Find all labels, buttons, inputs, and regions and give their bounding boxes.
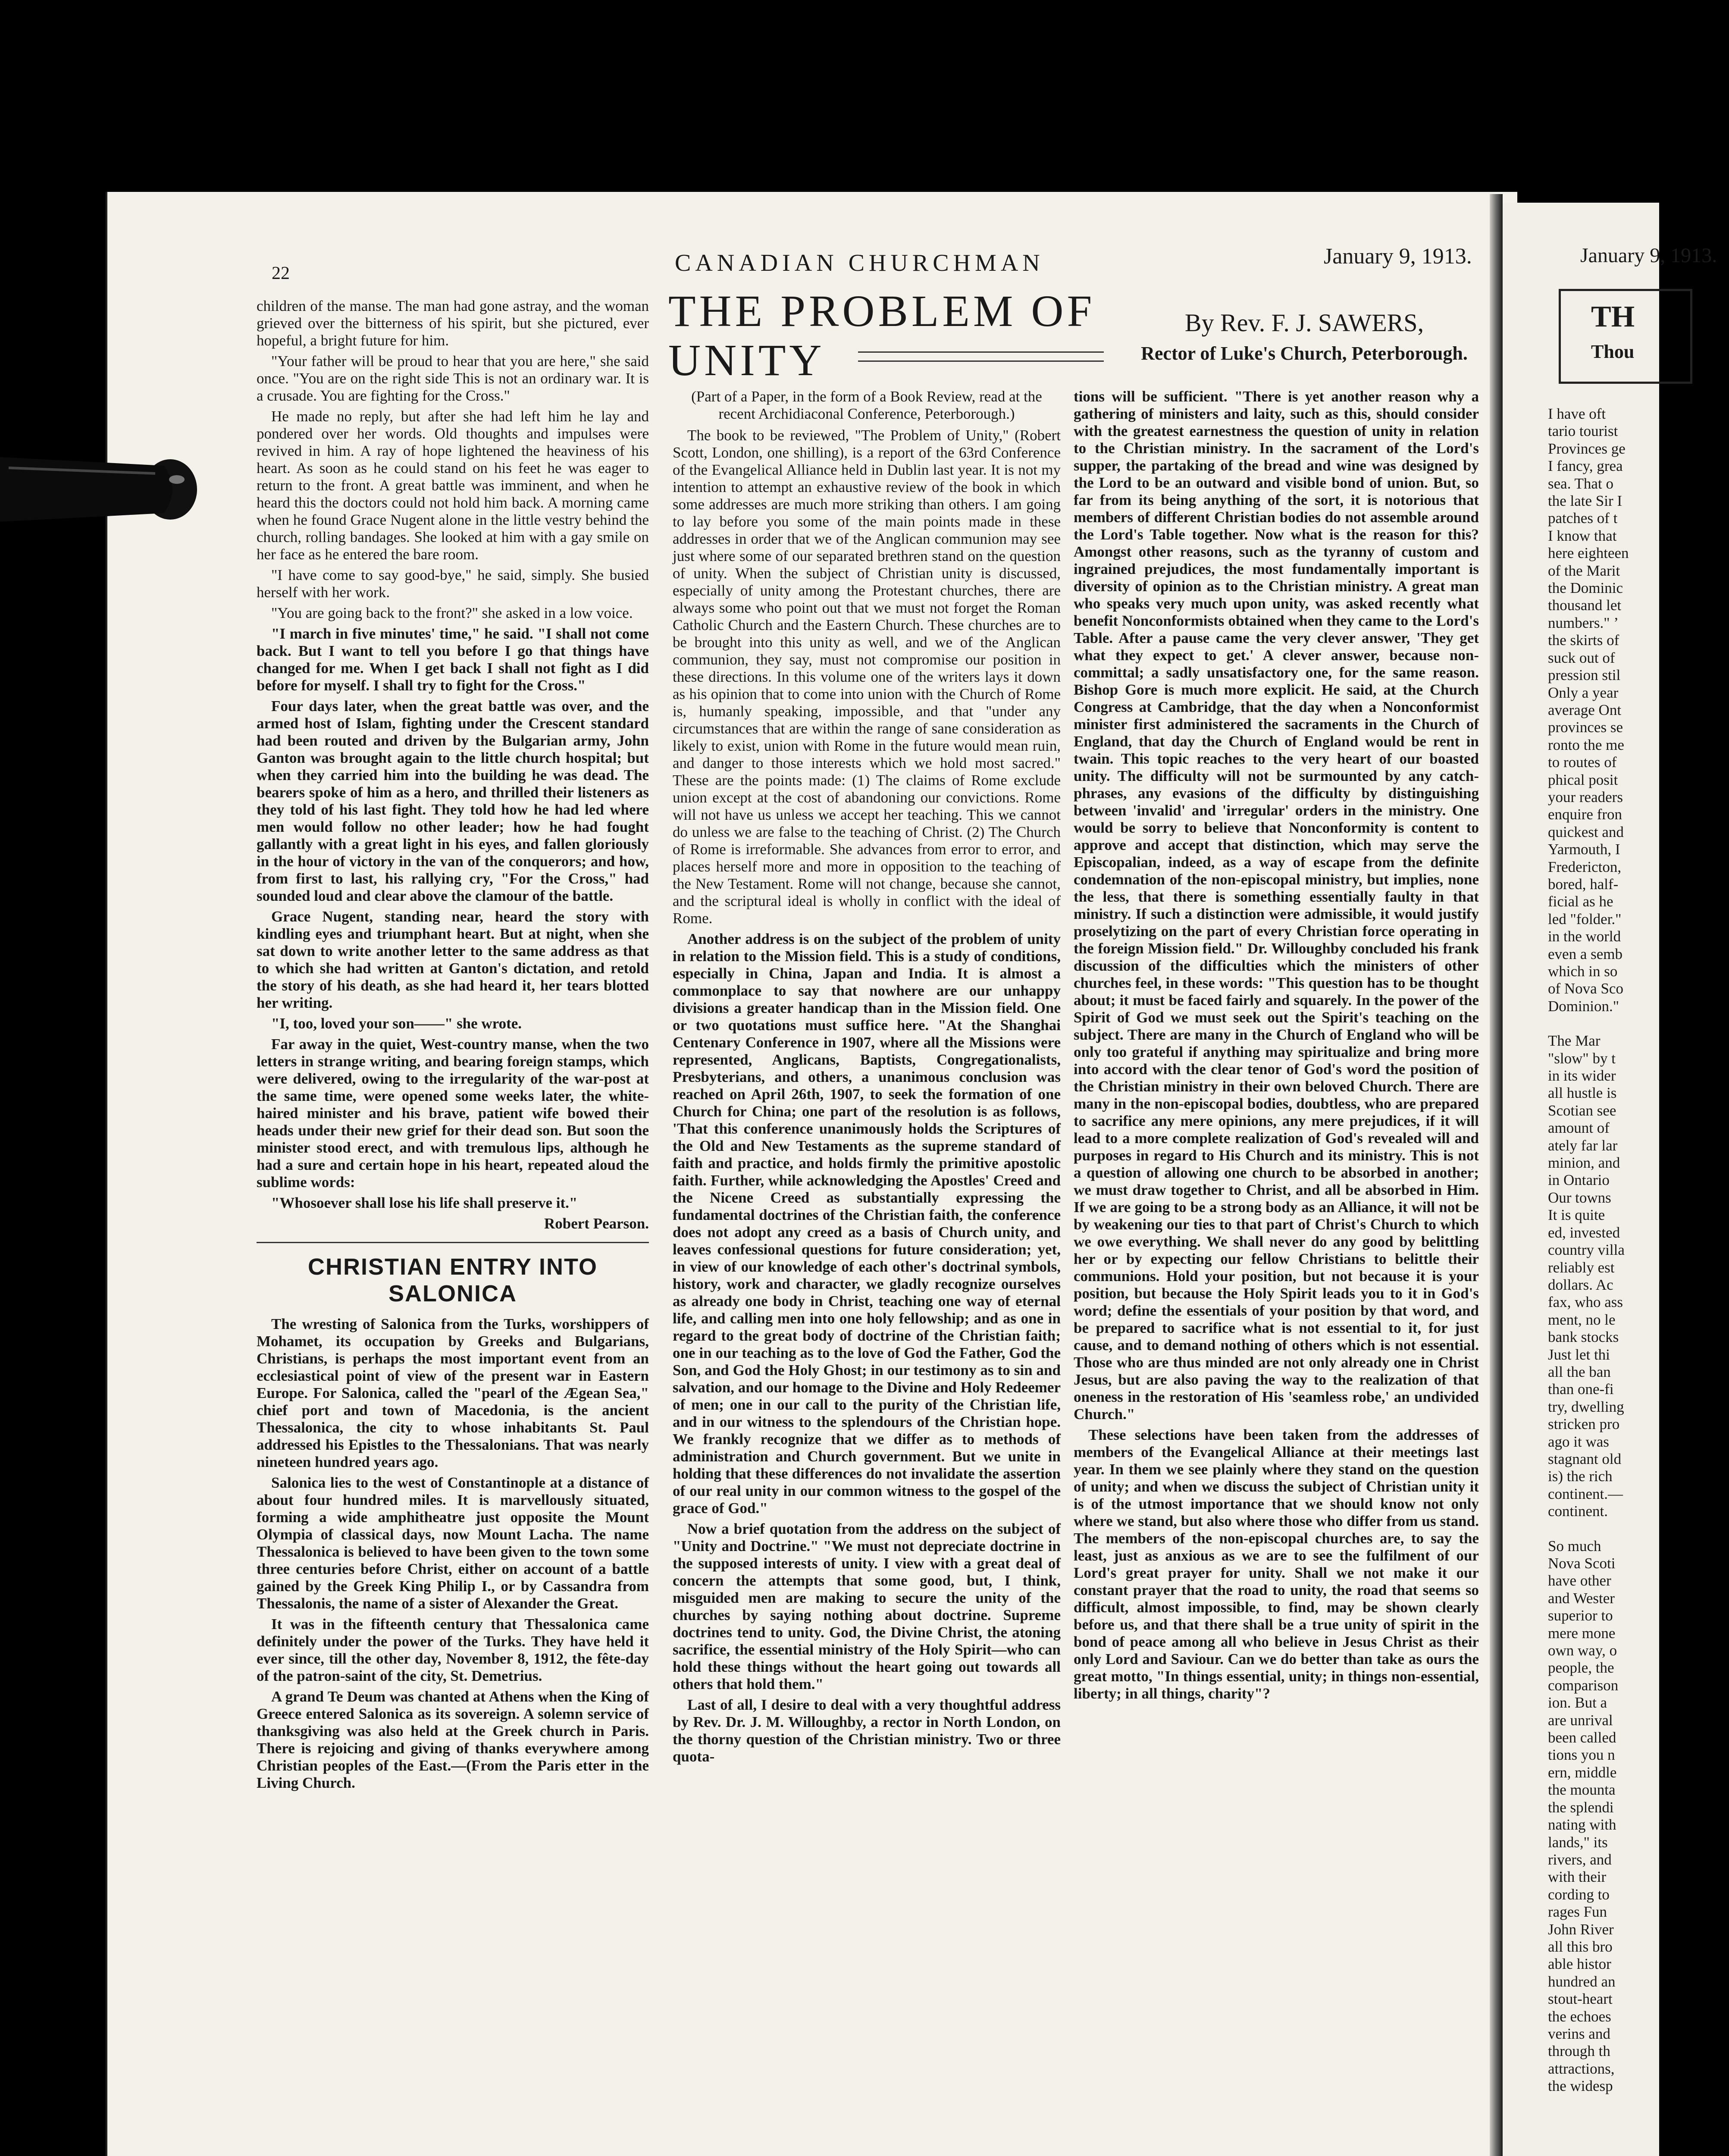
next-page-line: pression stil (1548, 667, 1621, 684)
next-page-line: bored, half- (1548, 875, 1619, 893)
next-page-line: ago it was (1548, 1433, 1609, 1450)
page-number: 22 (272, 263, 290, 283)
next-page-line: So much (1548, 1537, 1601, 1554)
section-divider (257, 1242, 649, 1243)
next-page-line: quickest and (1548, 823, 1624, 840)
next-page-line: Fredericton, (1548, 858, 1622, 875)
next-page-date: January 9, 1913. (1580, 244, 1717, 267)
article-paragraph: tions will be sufficient. "There is yet another reason why a gathering of ministers and laity, such as this, should consider with the greatest earnestness the question of unity in relation to the Christian ministry. In the sacrament of the Lord's supper, the partaking of the bread and wine was designed by the Lord to be an outward and visible bond of union. But, so far from its being anything of the sort, it is notorious that members of different Christian bodies do not assemble around the Lord's Table together. Now what is the reason for this? Amongst other reasons, such as the tyranny of custom and ingrained prejudices, the most fundamentally important is diversity of opinion as to the Christian ministry. A great man who speaks very much upon unity, was asked recently what benefit Nonconformists obtained when they came to the Lord's Table. After a pause came the very clever answer, 'They get what they expect to get.' A clever answer, because non-committal; a sadly unsatisfactory one, for the same reason. Bishop Gore is much more explicit. He said, at the Church Congress at Cambridge, that the day when a Nonconformist minister first administered the sacraments in the Church of England, that day the Church of England would be rent in twain. This topic reaches to the very heart of our boasted unity. The difficulty will not be surmounted by any catch-phrases, any evasions of the difficulty by distinguishing between 'invalid' and 'irregular' orders in the ministry. One would be sorry to believe that Nonconformity is content to approve and accept that distinction, which may serve the Episcopalian, indeed, as a way of escape from the definite condemnation of the non-episcopal ministry, but implies, none the less, that there is something essentially faulty in that ministry. If such a distinction were admissible, it would justify proselytizing on the part of every Christian force operating in the foreign Mission field." Dr. Willoughby concluded his frank discussion of the difficulties which the ministers of other churches feel, in these words: "This question has to be thought about; it must be faced fairly and squarely. In the power of the Spirit of God we must seek out the Spirit's teaching on the subject. There are many in the Church of England who will be only too grateful if anything may spiritualize and bring more into accord with the clear tenor of God's word the position of the Christian ministry in their own beloved Church. There are many in the non-episcopal bodies, doubtless, who are prepared to sacrifice any mere opinions, any mere prejudices, if it will lead to a more complete realization of God's revealed will and purposes in regard to His Church and its ministry. This is not a question of allowing one church to be absorbed in another; we must draw together to Christ, and all be absorbed in Him. If we are going to be a strong body as an Alliance, it will not be by weakening our ties to that part of Christ's Church to which we owe everything. We shall never do any good by belittling her or by expecting our fellow Christians to belittle their communions. Hold your position, but not because it is your position, but because the Holy Spirit leads you to it in God's word; define the essentials of your position by that word, and be prepared to sacrifice what is not essential to it, for just cause, and to demand nothing of others which is not essential. Those who are thus minded are not only already one in Christ Jesus, but are also paving the way to the realization of that oneness in the restoration of His 'seamless robe,' an undivided Church." (1074, 388, 1479, 1423)
next-page-line: tions you n (1548, 1746, 1615, 1764)
salonica-paragraph: The wresting of Salonica from the Turks, worshippers of Mohamet, its occupation by Greeks and Bulgarians, Christians, is perhaps the most important event from an ecclesiastical point of view of the present war in Eastern Europe. For Salonica, called the "pearl of the Ægean Sea," chief port and town of Macedonia, is the ancient Thessalonica, the city to whose inhabitants St. Paul addressed his Epistles to the Thessalonians. That was nearly nineteen hundred years ago. (257, 1316, 649, 1470)
story-paragraph: "I, too, loved your son——" she wrote. (271, 1015, 522, 1032)
next-page-line: fax, who ass (1548, 1294, 1623, 1311)
next-page-line: rages Fun (1548, 1903, 1607, 1921)
next-page-line: all hustle is (1548, 1084, 1617, 1102)
article-intro-note: (Part of a Paper, in the form of a Book Review, read at the recent Archidiaconal Conference, Peterborough.) (691, 388, 1042, 422)
next-page-line: ion. But a (1548, 1694, 1607, 1711)
next-page-line: Nova Scoti (1548, 1555, 1616, 1572)
next-page-line: enquire fron (1548, 806, 1623, 823)
next-page-line: the widesp (1548, 2078, 1613, 2095)
next-page-line: of Nova Sco (1548, 980, 1623, 997)
next-page-line: attractions, (1548, 2060, 1615, 2077)
byline-role: Rector of Luke's Church, Peterborough. (1141, 343, 1468, 364)
next-page-line: dollars. Ac (1548, 1276, 1613, 1293)
article-paragraph: These selections have been taken from the addresses of members of the Evangelical Alliance at their meetings last year. In them we see plainly where they stand on the question of unity; and when we discuss the subject of Christian unity it is of the utmost importance that we should know not only where we stand, but also where those who differ from us stand. The members of the non-episcopal churches are, to say the least, just as anxious as we are to see the fulfilment of our Lord's great prayer for unity. Shall we not make it our constant prayer that the road to unity, the road that seems so difficult, almost impossible, to find, may be shown clearly before us, and that there shall be a true unity of spirit in the bond of peace among all who believe in Jesus Christ as their only Lord and Saviour. Can we do better than take as ours the great motto, "In things essential, unity; in things non-essential, liberty; in all things, charity"? (1074, 1426, 1479, 1702)
next-page-line: have other (1548, 1572, 1611, 1589)
story-signature: Robert Pearson. (544, 1215, 649, 1232)
next-page-line: of the Marit (1548, 562, 1620, 579)
issue-date: January 9, 1913. (1324, 244, 1472, 269)
next-page-line: all the ban (1548, 1363, 1611, 1380)
paragraph-gap (1548, 1520, 1729, 1538)
article-title (668, 287, 1112, 385)
salonica-heading (257, 1253, 649, 1307)
next-page-line: the echoes (1548, 2008, 1611, 2025)
next-page-line: even a semb (1548, 945, 1623, 962)
next-page-line: ed, invested (1548, 1224, 1620, 1241)
next-page-line: the late Sir I (1548, 492, 1623, 510)
next-page-line: through th (1548, 2043, 1610, 2060)
pen-object (0, 448, 198, 530)
article-title-line2: UNITY (668, 335, 825, 385)
next-page-line: which in so (1548, 963, 1618, 980)
next-page-line: lands," its (1548, 1833, 1608, 1851)
next-page-title-box (1559, 289, 1692, 384)
next-page-line: rivers, and (1548, 1851, 1612, 1868)
next-page-line: own way, o (1548, 1642, 1617, 1659)
next-page-line: here eighteen (1548, 545, 1629, 562)
next-page-line: bank stocks (1548, 1329, 1619, 1346)
next-page-line: phical posit (1548, 771, 1618, 788)
story-paragraph: Grace Nugent, standing near, heard the story with kindling eyes and triumphant heart. But at night, when she sat down to write another letter to the same address as that to which she had written at Ganton's dictation, and retold the story of his death, as she had heard it, her tears blotted her writing. (257, 908, 649, 1011)
next-page-line: verins and (1548, 2025, 1610, 2042)
next-page-line: average Ont (1548, 701, 1622, 718)
next-page-line: is) the rich (1548, 1468, 1613, 1485)
next-page-line: continent.— (1548, 1485, 1623, 1502)
next-page-line: ficial as he (1548, 893, 1613, 910)
next-page-line: ronto the me (1548, 736, 1624, 753)
next-page-line: John River (1548, 1921, 1614, 1938)
next-page-line: are unrival (1548, 1711, 1613, 1729)
next-page-line: patches of t (1548, 510, 1618, 527)
next-page-line: Dominion." (1548, 997, 1619, 1015)
next-page-title: TH (1591, 300, 1635, 333)
next-page-line: and Wester (1548, 1589, 1615, 1607)
next-page-line: mere mone (1548, 1624, 1616, 1642)
next-page-line: hundred an (1548, 1973, 1616, 1990)
story-paragraph: "I have come to say good-bye," he said, simply. She busied herself with her work. (257, 567, 649, 601)
next-page-line: Scotian see (1548, 1102, 1616, 1119)
paragraph-gap (1548, 1015, 1729, 1032)
next-page-line: superior to (1548, 1607, 1613, 1624)
next-page-line: led "folder." (1548, 910, 1622, 928)
next-page-line: your readers (1548, 788, 1623, 805)
next-page-line: in its wider (1548, 1067, 1616, 1084)
next-page-line: minion, and (1548, 1154, 1620, 1172)
byline (1121, 308, 1488, 364)
title-rule (858, 351, 1104, 362)
next-page-line: Provinces ge (1548, 440, 1626, 457)
next-page-line: suck out of (1548, 649, 1615, 666)
story-paragraph: "You are going back to the front?" she asked in a low voice. (271, 605, 633, 621)
next-page-line: nating with (1548, 1816, 1616, 1833)
next-page-line: ern, middle (1548, 1764, 1617, 1781)
salonica-heading-line1: CHRISTIAN ENTRY INTO (307, 1254, 598, 1280)
article-paragraph: Now a brief quotation from the address on the subject of "Unity and Doctrine." "We must not depreciate doctrine in the supposed interests of unity. I view with a great deal of concern the attempts that some good, but, I think, misguided men are making to secure the unity of the churches by saying nothing about doctrine. Supreme doctrines tend to unity. God, the Divine Christ, the atoning sacrifice, the essential ministry of the Holy Spirit—who can hold these things without the heart going out towards all others that hold them." (673, 1520, 1061, 1692)
next-page-line: than one-fi (1548, 1381, 1614, 1398)
story-paragraph: "I march in five minutes' time," he said. "I shall not come back. But I want to tell you before I go that things have changed for me. When I get back I shall not fight as I did before for myself. I shall try to fight for the Cross." (257, 625, 649, 694)
next-page-line: to routes of (1548, 754, 1617, 771)
next-page-line: tario tourist (1548, 423, 1618, 440)
next-page-line: ately far lar (1548, 1137, 1618, 1154)
next-page-line: cording to (1548, 1886, 1610, 1903)
next-page-line: It is quite (1548, 1206, 1605, 1224)
next-page-line: provinces se (1548, 719, 1623, 736)
story-paragraph: He made no reply, but after she had left him he lay and pondered over her words. Old thoughts and impulses were revived in him. A ray of hope lightened the heaviness of his heart. As soon as he could stand on his feet he was eager to return to the front. A great battle was imminent, and when he heard this the doctors could not hold him back. A morning came when he found Grace Nugent alone in the little vestry behind the church, rolling bandages. She looked at him with a gay smile on her face as he entered the bare room. (257, 408, 649, 563)
next-page-line: continent. (1548, 1503, 1608, 1520)
next-page-line: Our towns (1548, 1189, 1611, 1206)
article-title-line1: THE PROBLEM OF (668, 286, 1096, 336)
next-page-line: "slow" by t (1548, 1050, 1616, 1067)
article-paragraph: Another address is on the subject of the problem of unity in relation to the Mission field. This is a study of conditions, especially in China, Japan and India. It is almost a commonplace to say that nowhere are our unhappy divisions a greater handicap than in the Mission field. One or two quotations must suffice here. "At the Shanghai Centenary Conference in 1907, where all the Missions were represented, Anglicans, Baptists, Congregationalists, Presbyterians, and others, a unanimous conclusion was reached on April 26th, 1907, to seek the formation of one Church for China; one part of the resolution is as follows, 'That this conference unanimously holds the Scriptures of the Old and New Testaments as the supreme standard of faith and practice, and holds firmly the primitive apostolic faith. Further, while acknowledging the Apostles' Creed and the Nicene Creed as substantially expressing the fundamental doctrines of the Christian faith, the conference does not adopt any creed as a basis of Church unity, and leaves confessional questions for future consideration; yet, in view of our knowledge of each other's doctrinal symbols, history, work and character, we gladly recognize ourselves as already one body in Christ, teaching one way of eternal life, and calling men into one holy fellowship; and as one in regard to the great body of doctrine of the Christian faith; one in our teaching as to the love of God the Father, God the Son, and God the Holy Ghost; in our testimony as to sin and salvation, and our homage to the Divine and Holy Redeemer of men; one in our call to the purity of the Christian life, and in our witness to the splendours of the Christian hope. We frankly recognize that we differ as to methods of administration and Church government. But we unite in holding that these differences do not invalidate the assertion of our real unity in our common witness to the gospel of the grace of God." (673, 931, 1061, 1517)
masthead: CANADIAN CHURCHMAN (675, 250, 1044, 276)
next-page-line: been called (1548, 1729, 1616, 1746)
page-fold-shadow (1490, 194, 1503, 2156)
next-page-line: I fancy, grea (1548, 458, 1623, 475)
next-page-text (1548, 405, 1729, 2095)
next-page-line: in Ontario (1548, 1172, 1610, 1189)
next-page-line: the skirts of (1548, 632, 1619, 649)
next-page-line: comparison (1548, 1677, 1619, 1694)
next-page-line: Only a year (1548, 684, 1619, 701)
next-page-line: in the world (1548, 928, 1621, 945)
story-paragraph: "Whosoever shall lose his life shall preserve it." (271, 1194, 578, 1211)
next-page-line: reliably est (1548, 1259, 1615, 1276)
story-paragraph: Four days later, when the great battle was over, and the armed host of Islam, fighting under the Crescent standard had been routed and driven by the Bulgarian army, John Ganton was brought again to the little church hospital; but when they carried him into the building he was dead. The bearers spoke of him as a hero, and thrilled their listeners as they told of his last fight. They told how he had led where men would follow no other leader; how he had fought gallantly with a great light in his eyes, and fallen gloriously in the hour of victory in the van of the conquerors; and how, from first to last, his rallying cry, "For the Cross," had sounded loud and clear above the clamour of the battle. (257, 698, 649, 904)
next-page-line: try, dwelling (1548, 1398, 1624, 1415)
next-page-line: amount of (1548, 1119, 1610, 1137)
next-page-line: stout-heart (1548, 1990, 1613, 2008)
next-page-line: the mounta (1548, 1781, 1616, 1799)
byline-author: By Rev. F. J. SAWERS, (1184, 309, 1424, 337)
next-page-line: I have oft (1548, 405, 1606, 422)
next-page-line: numbers." ’ (1548, 614, 1619, 631)
next-page-partial (1503, 203, 1717, 2156)
column-left (257, 298, 649, 2156)
next-page-line: the Dominic (1548, 580, 1623, 597)
story-paragraph: "Your father will be proud to hear that you are here," she said once. "You are on the right side This is not an ordinary war. It is a crusade. You are fighting for the Cross." (257, 353, 649, 404)
column-middle (673, 388, 1061, 2156)
article-paragraph: Last of all, I desire to deal with a very thoughtful address by Rev. Dr. J. M. Willoughby, a rector in North London, on the thorny question of the Christian ministry. Two or three quota- (673, 1696, 1061, 1765)
salonica-heading-line2: SALONICA (388, 1281, 517, 1307)
salonica-paragraph: It was in the fifteenth century that Thessalonica came definitely under the power of the Turks. They have held it ever since, till the other day, November 8, 1912, the fête-day of the patron-saint of the city, St. Demetrius. (257, 1616, 649, 1684)
next-page-line: the splendi (1548, 1799, 1614, 1816)
article-paragraph: The book to be reviewed, "The Problem of Unity," (Robert Scott, London, one shilling), is a report of the 63rd Conference of the Evangelical Alliance held in Dublin last year. It is not my intention to attempt an exhaustive review of the book in which some addresses are much more striking than others. I am going to lay before you some of the main points made in these addresses in order that we of the Anglican communion may see just where some of our separated brethren stand on the question of unity. When the subject of Christian unity is discussed, especially of unity among the Protestant churches, there are always some who point out that we must not forget the Roman Catholic Church and the Eastern Church. These churches are to be brought into this unity as well, and we of the Anglican communion, they say, must not compromise our position in these directions. In this volume one of the writers lays it down as his opinion that to come into union with the Church of Rome is, humanly speaking, impossible, and that "under any circumstances that are within the range of sane consideration as likely to exist, union with Rome in the future would mean ruin, and danger to those interests which we hold most sacred." These are the points made: (1) The claims of Rome exclude union except at the cost of abandoning our convictions. Rome will not have us unless we accept her teaching. This we cannot do unless we are false to the teaching of Christ. (2) The Church of Rome is irreformable. She advances from error to error, and places herself more and more in opposition to the teaching of the New Testament. Rome will not change, because she cannot, and the scriptural ideal is wholly in conflict with the ideal of Rome. (673, 427, 1061, 927)
next-page-line: sea. That o (1548, 475, 1613, 492)
salonica-paragraph: Salonica lies to the west of Constantinople at a distance of about four hundred miles. It is marvellously situated, forming a wide amphitheatre just opposite the Mount Olympia of classical days, now Mount Lacha. The name Thessalonica is believed to have been given to the town some three centuries before Christ, either on account of a battle gained by the Greek King Philip I., or by Cassandra from Thessalonis, the name of a sister of Alexander the Great. (257, 1474, 649, 1612)
column-right (1074, 388, 1479, 2156)
story-paragraph: children of the manse. The man had gone astray, and the woman grieved over the bitterness of his spirit, but she pictured, ever hopeful, a bright future for him. (257, 298, 649, 349)
next-page-line: ment, no le (1548, 1311, 1616, 1328)
story-paragraph: Far away in the quiet, West-country manse, when the two letters in strange writing, and bearing foreign stamps, which were delivered, owing to the irregularity of the war-post at the same time, were opened some weeks later, the white-haired minister and his brave, patient wife bowed their heads under their new grief for their dead son. But soon the minister stood erect, and with tremulous lips, although he had a sure and certain hope in his heart, repeated aloud the sublime words: (257, 1036, 649, 1191)
next-page-line: Just let thi (1548, 1346, 1610, 1363)
next-page-line: country villa (1548, 1241, 1625, 1259)
next-page-line: The Mar (1548, 1032, 1601, 1050)
next-page-line: stagnant old (1548, 1450, 1622, 1467)
next-page-line: all this bro (1548, 1938, 1613, 1955)
next-page-line: thousand let (1548, 597, 1622, 614)
next-page-subtitle: Thou (1591, 341, 1635, 362)
salonica-paragraph: A grand Te Deum was chanted at Athens when the King of Greece entered Salonica as its sovereign. A solemn service of thanksgiving was also held at the Greek church in Paris. There is rejoicing and giving of thanks everywhere among Christian peoples of the East.—(From the Paris etter in the Living Church. (257, 1688, 649, 1791)
next-page-line: I know that (1548, 527, 1617, 544)
next-page-line: stricken pro (1548, 1416, 1620, 1433)
next-page-line: Yarmouth, I (1548, 841, 1620, 858)
next-page-line: people, the (1548, 1659, 1614, 1677)
next-page-line: with their (1548, 1868, 1607, 1886)
next-page-line: able histor (1548, 1955, 1611, 1973)
